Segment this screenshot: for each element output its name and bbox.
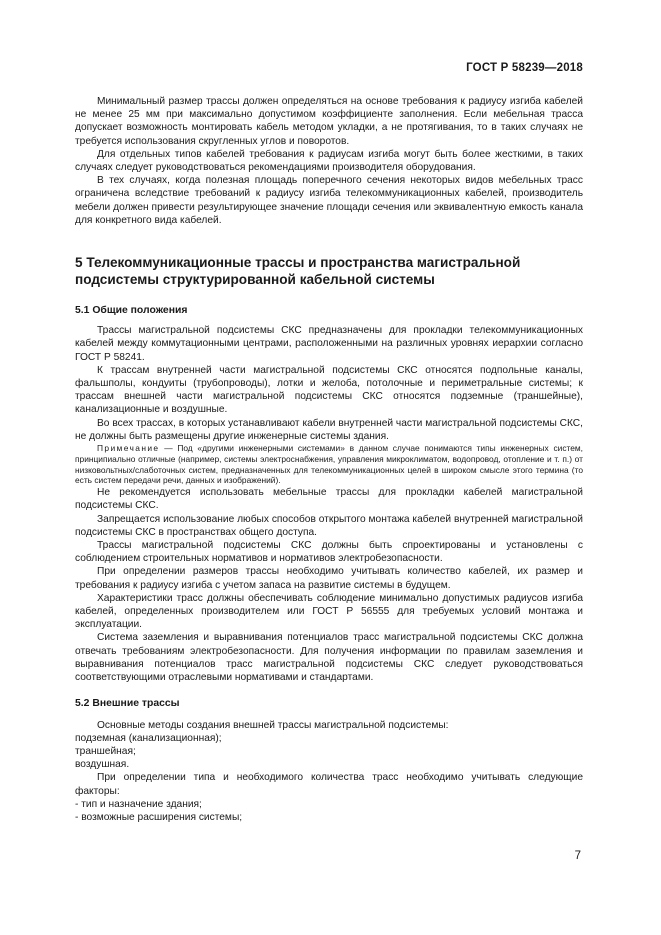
list-item: траншейная;	[75, 745, 136, 757]
list-item: - тип и назначение здания;	[75, 798, 202, 810]
list-item: подземная (канализационная);	[75, 732, 222, 744]
subsection-title: 5.2 Внешние трассы	[75, 698, 180, 710]
subsection-title: 5.1 Общие положения	[75, 305, 188, 317]
paragraph: При определении размеров трассы необходимо учитывать количество кабелей, их размер и требования к радиусу изгиба с учетом запаса на развитие системы в будущем.	[75, 566, 583, 591]
paragraph: В тех случаях, когда полезная площадь поперечного сечения некоторых видов мебельных трасс ограничена вследствие требований к радиусу изгиба телекоммуникационных кабелей, производитель мебели должен привести результирующее значение площади сечения или эквивалентную емкость канала для конкретного вида кабелей.	[75, 175, 583, 226]
list-item: - возможные расширения системы;	[75, 811, 243, 823]
section-title: 5 Телекоммуникационные трассы и пространства магистральной подсистемы структурированной кабельной системы	[75, 255, 521, 288]
note-label: Примечание	[97, 443, 160, 454]
page-content	[75, 95, 583, 824]
paragraph: При определении типа и необходимого количества трасс необходимо учитывать следующие факторы:	[75, 772, 583, 797]
paragraph: Характеристики трасс должны обеспечивать соблюдение минимально допустимых радиусов изгиба кабелей, определенных производителем или ГОСТ Р 56555 для требуемых условий монтажа и эксплуатации.	[75, 592, 583, 631]
paragraph: Основные методы создания внешней трассы магистральной подсистемы:	[97, 719, 449, 731]
paragraph: К трассам внутренней части магистральной подсистемы СКС относятся подпольные каналы, фальшполы, кондуиты (трубопроводы), лотки и желоба, потолочные и периметральные системы; к трассам внешней части магистральной подсистемы СКС относятся подземные (траншейные), канализационные и воздушные.	[75, 364, 583, 416]
note-text: — Под «другими инженерными системами» в данном случае понимаются типы инженерных систем, принципиально отличные (например, системы электроснабжения, управления микроклиматом, водопровод, отопление и т. п.) от низковольтных/слаботочных систем, предназначенных для телекоммуникационных целей в широком смысле этого термина (то есть систем передачи речи, данных и изображений).	[75, 443, 583, 486]
paragraph: Трассы магистральной подсистемы СКС предназначены для прокладки телекоммуникационных кабелей между коммутационными центрами, расположенными на различных уровнях иерархии согласно ГОСТ Р 58241.	[75, 325, 583, 363]
paragraph: Запрещается использование любых способов открытого монтажа кабелей внутренней магистральной подсистемы СКС в пространствах общего доступа.	[75, 513, 583, 538]
paragraph: Во всех трассах, в которых устанавливают кабели внутренней части магистральной подсистемы СКС, не должны быть размещены другие инженерные системы здания.	[75, 417, 583, 442]
paragraph: Минимальный размер трассы должен определяться на основе требования к радиусу изгиба кабелей не менее 25 мм при максимально допустимом коэффициенте заполнения. Если мебельная трасса допускает возможность монтировать кабель методом укладки, а не протягивания, то в таких случаях не требуется использования скругленных углов и поворотов.	[75, 96, 583, 147]
document-id-header: ГОСТ Р 58239—2018	[466, 62, 583, 74]
paragraph: Для отдельных типов кабелей требования к радиусам изгиба могут быть более жесткими, в таких случаях следует руководствоваться рекомендациями производителя оборудования.	[75, 148, 583, 174]
paragraph: Не рекомендуется использовать мебельные трассы для прокладки кабелей магистральной подсистемы СКС.	[75, 487, 583, 512]
paragraph: Система заземления и выравнивания потенциалов трасс магистральной подсистемы СКС должна отвечать требованиям электробезопасности. Для получения информации по правилам заземления и выравнивания потенциалов трасс магистральной подсистемы СКС следует руководствоваться соответствующими отраслевыми нормативами и стандартами.	[75, 632, 583, 684]
paragraph: Трассы магистральной подсистемы СКС должны быть спроектированы и установлены с соблюдением строительных нормативов и нормативов электробезопасности.	[75, 540, 583, 565]
list-item: воздушная.	[75, 759, 130, 771]
note	[75, 443, 583, 486]
page-number: 7	[574, 850, 581, 862]
